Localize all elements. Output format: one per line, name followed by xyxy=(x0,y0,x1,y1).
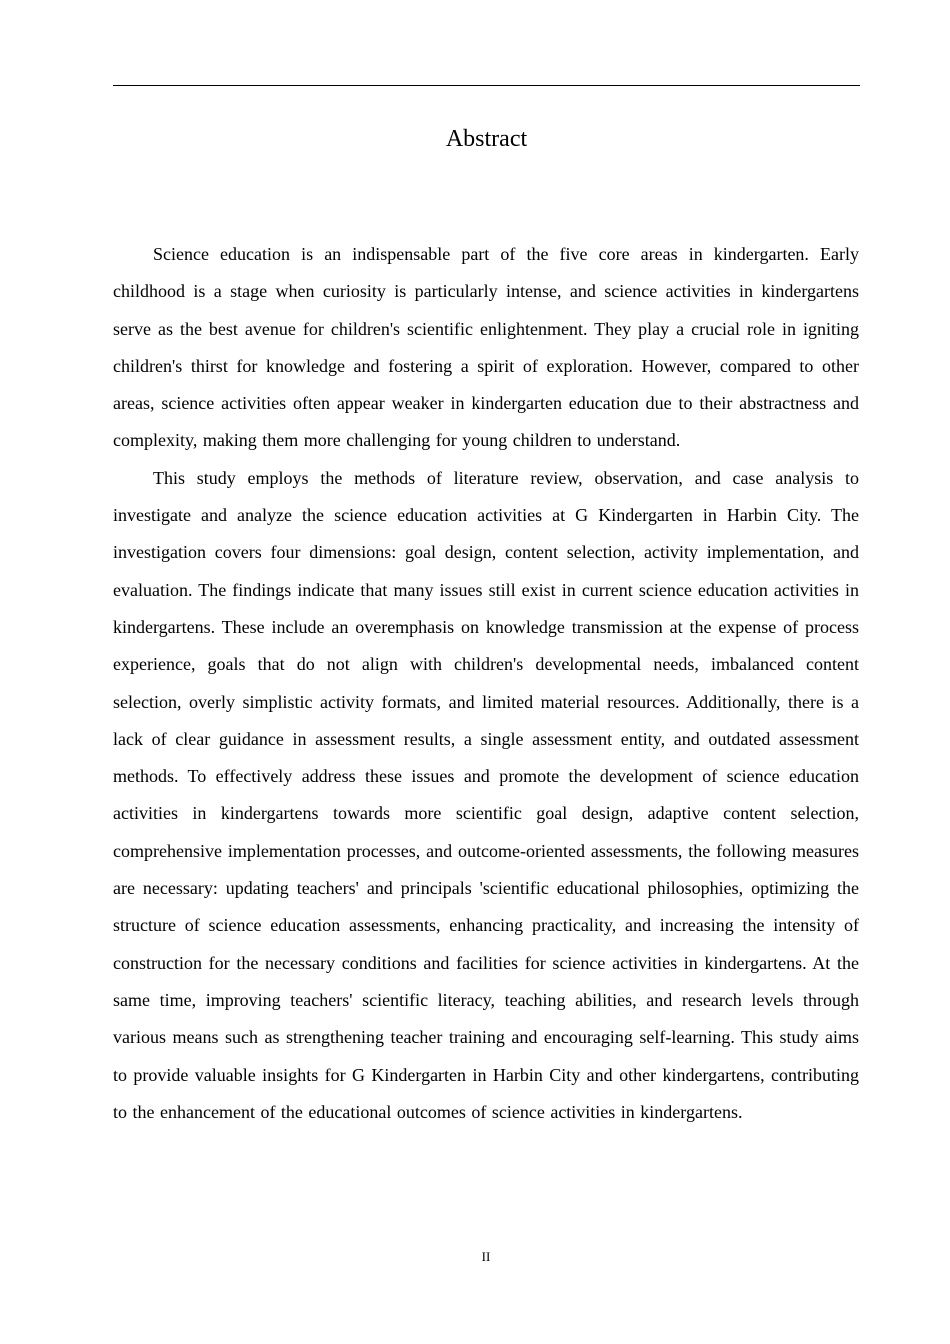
header-rule xyxy=(113,85,860,86)
abstract-title: Abstract xyxy=(445,126,528,152)
page-number: II xyxy=(481,1249,491,1264)
abstract-paragraph-1: Science education is an indispensable part of the five core areas in kindergarten. Early childhood is a stage when curiosity is particularly intense, and science activities in kindergartens serve as the best avenue for children's scientific enlightenment. They play a crucial role in igniting children's thirst for knowledge and fostering a spirit of exploration. However, compared to other areas, science activities often appear weaker in kindergarten education due to their abstractness and complexity, making them more challenging for young children to understand. xyxy=(113,244,859,451)
abstract-body xyxy=(113,236,859,1131)
abstract-paragraph-2: This study employs the methods of literature review, observation, and case analysis to investigate and analyze the science education activities at G Kindergarten in Harbin City. The investigation covers four dimensions: goal design, content selection, activity implementation, and evaluation. The findings indicate that many issues still exist in current science education activities in kindergartens. These include an overemphasis on knowledge transmission at the expense of process experience, goals that do not align with children's developmental needs, imbalanced content selection, overly simplistic activity formats, and limited material resources. Additionally, there is a lack of clear guidance in assessment results, a single assessment entity, and outdated assessment methods. To effectively address these issues and promote the development of science education activities in kindergartens towards more scientific goal design, adaptive content selection, comprehensive implementation processes, and outcome-oriented assessments, the following measures are necessary: updating teachers' and principals 'scientific educational philosophies, optimizing the structure of science education assessments, enhancing practicality, and increasing the intensity of construction for the necessary conditions and facilities for science activities in kindergartens. At the same time, improving teachers' scientific literacy, teaching abilities, and research levels through various means such as strengthening teacher training and encouraging self-learning. This study aims to provide valuable insights for G Kindergarten in Harbin City and other kindergartens, contributing to the enhancement of the educational outcomes of science activities in kindergartens. xyxy=(113,467,859,1122)
